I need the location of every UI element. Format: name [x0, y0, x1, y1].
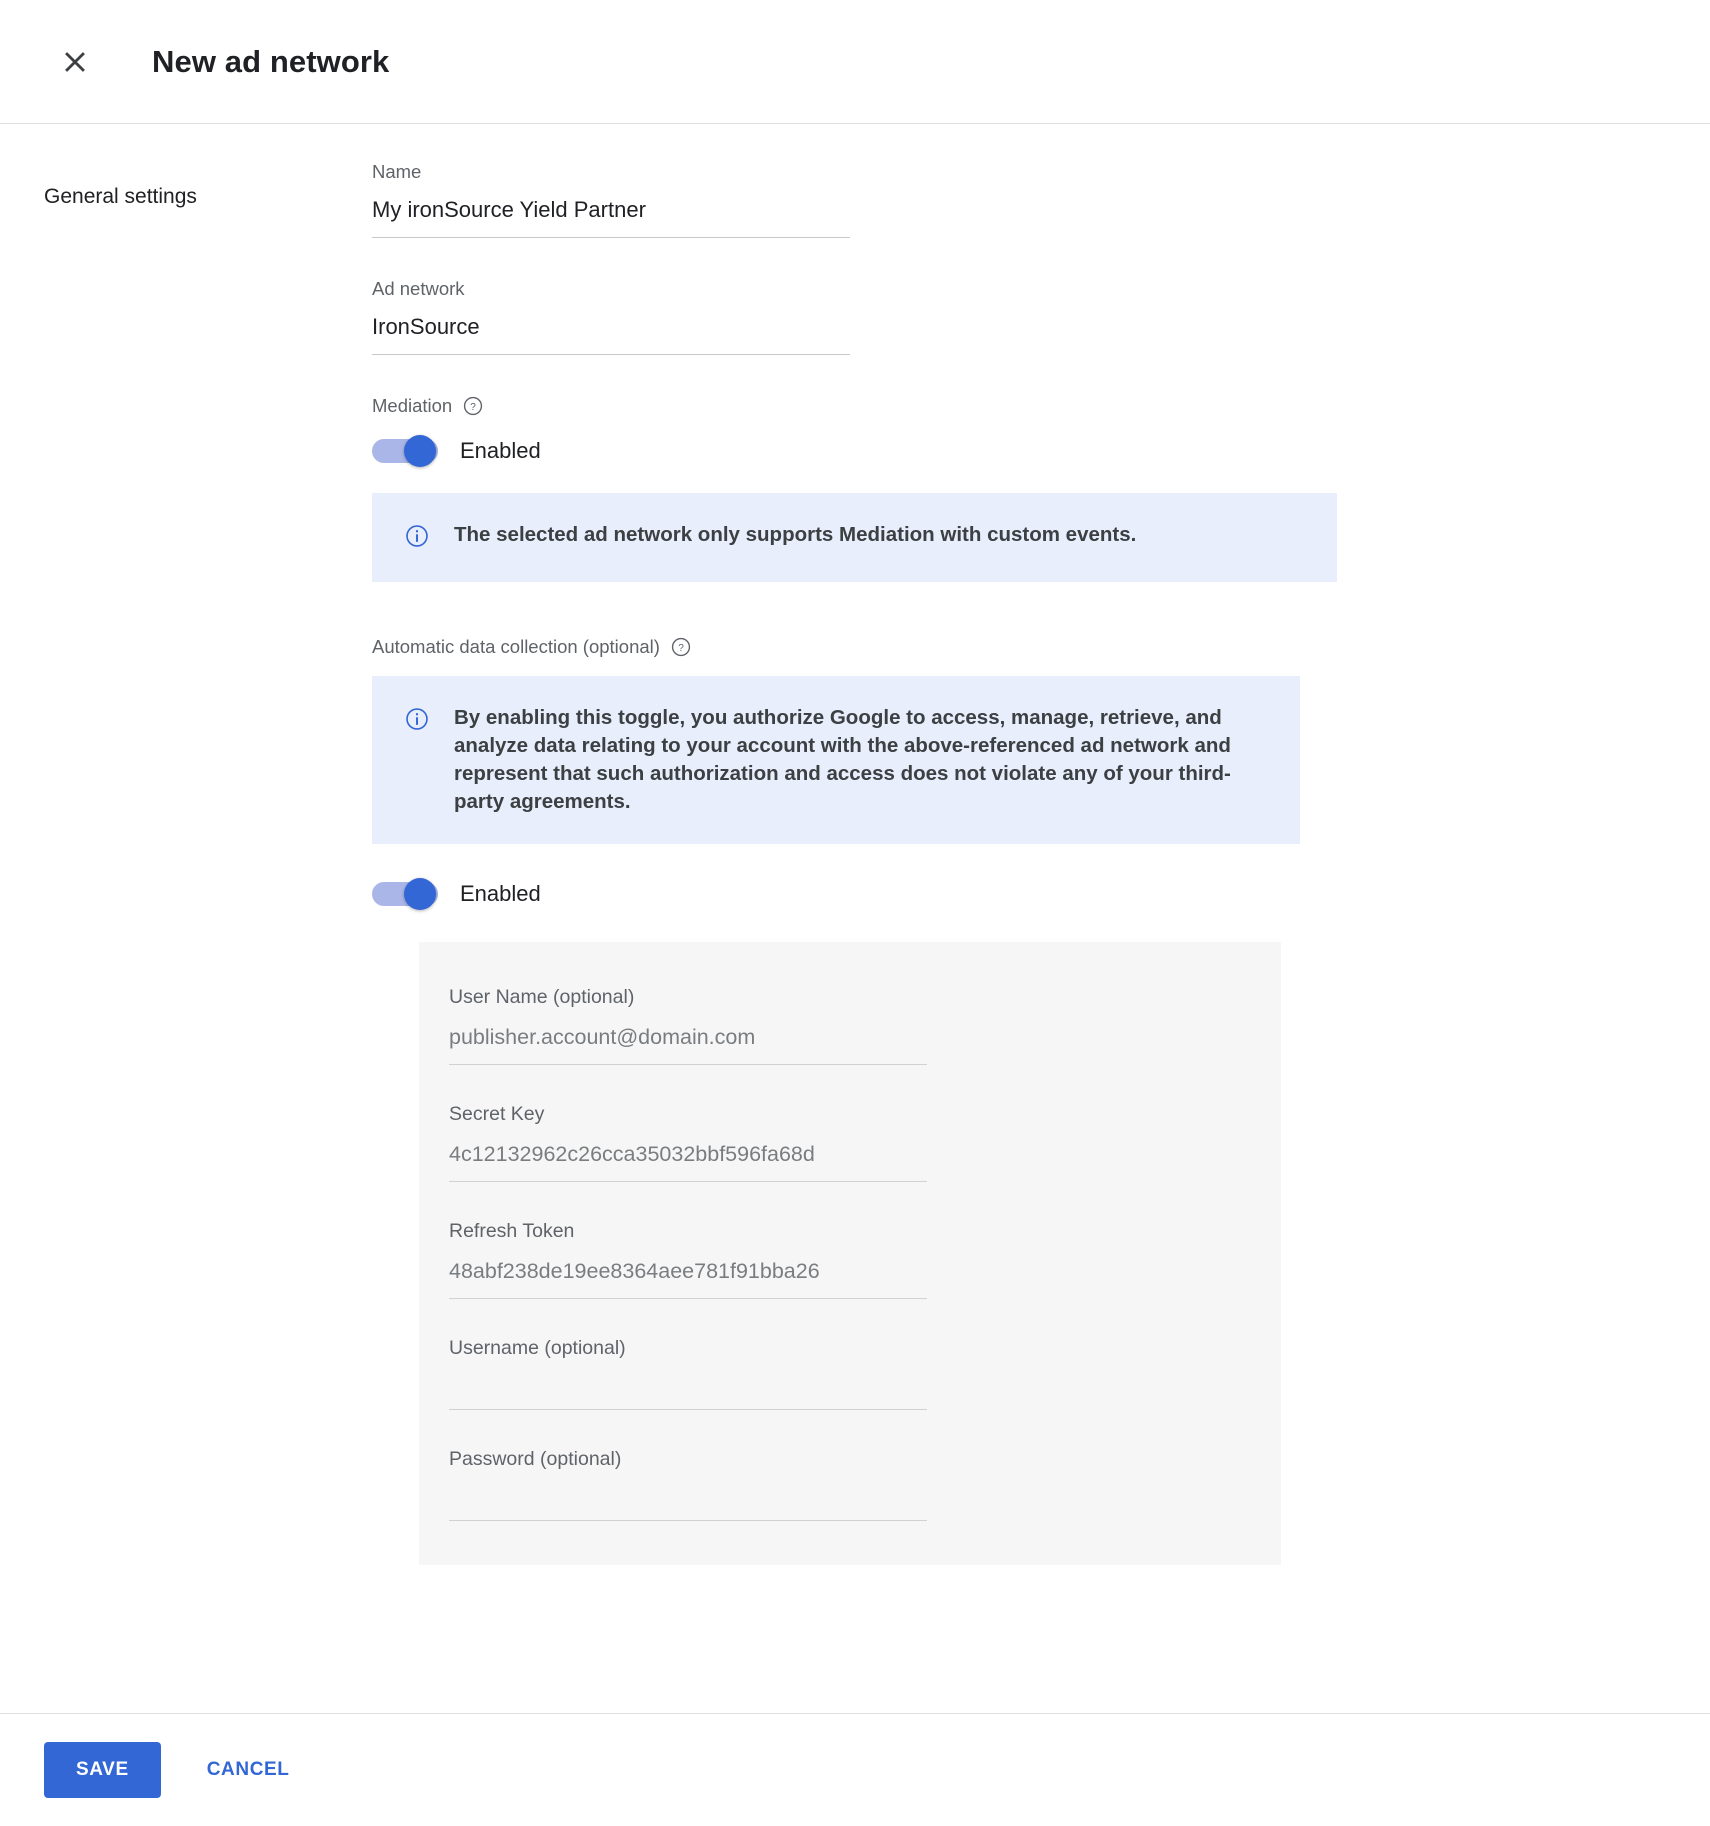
name-label: Name [372, 161, 422, 182]
mediation-toggle-row[interactable] [372, 435, 1650, 467]
username-input[interactable] [449, 1376, 927, 1410]
close-icon[interactable] [50, 37, 100, 87]
refresh-token-label: Refresh Token [449, 1219, 575, 1242]
info-icon [404, 704, 430, 737]
ad-network-field[interactable] [372, 278, 850, 355]
user-name-label: User Name (optional) [449, 985, 635, 1008]
automatic-data-collection-info-banner [372, 676, 1300, 844]
dialog-header [0, 0, 1710, 124]
automatic-data-collection-info-text: By enabling this toggle, you authorize Google to access, manage, retrieve, and analyze data relating to your account with the above-referenced ad network and represent that such authorization and access does not violate any of your third-party agreements. [454, 706, 1231, 813]
ad-network-input[interactable]: IronSource [372, 314, 850, 355]
toggle-knob [404, 878, 436, 910]
automatic-data-collection-label: Automatic data collection (optional) [372, 636, 660, 657]
svg-text:?: ? [678, 643, 684, 655]
mediation-label-row [372, 395, 1650, 417]
dialog-footer [0, 1713, 1710, 1826]
general-settings-fields [372, 161, 1710, 1565]
automatic-data-collection-toggle[interactable] [372, 878, 438, 910]
section-title: General settings [44, 185, 197, 208]
cancel-button[interactable]: CANCEL [189, 1742, 308, 1798]
page-title: New ad network [152, 43, 390, 79]
automatic-data-collection-label-row [372, 636, 1650, 658]
dialog-body [0, 125, 1710, 1713]
svg-text:?: ? [470, 402, 477, 414]
refresh-token-input[interactable]: 48abf238de19ee8364aee781f91bba26 [449, 1259, 927, 1299]
mediation-toggle-state: Enabled [460, 438, 541, 463]
user-name-input[interactable]: publisher.account@domain.com [449, 1025, 927, 1065]
secret-key-input[interactable]: 4c12132962c26cca35032bbf596fa68d [449, 1142, 927, 1182]
secret-key-label: Secret Key [449, 1102, 545, 1125]
secret-key-field[interactable] [449, 1103, 927, 1182]
automatic-data-collection-toggle-state: Enabled [460, 880, 541, 906]
mediation-info-banner [372, 493, 1337, 582]
user-name-field[interactable] [449, 986, 927, 1065]
general-settings-section [0, 125, 1710, 1565]
help-icon[interactable] [670, 636, 692, 658]
mediation-info-text: The selected ad network only supports Mediation with custom events. [454, 523, 1137, 546]
password-field[interactable] [449, 1448, 927, 1521]
ad-network-label: Ad network [372, 278, 465, 299]
username-field[interactable] [449, 1337, 927, 1410]
name-field[interactable] [372, 161, 850, 238]
password-label: Password (optional) [449, 1447, 622, 1470]
mediation-toggle[interactable] [372, 435, 438, 467]
password-input[interactable] [449, 1487, 927, 1521]
username-label: Username (optional) [449, 1336, 626, 1359]
refresh-token-field[interactable] [449, 1220, 927, 1299]
info-icon [404, 521, 430, 554]
automatic-data-collection-toggle-row[interactable] [372, 878, 1650, 910]
name-input[interactable]: My ironSource Yield Partner [372, 197, 850, 238]
mediation-label: Mediation [372, 395, 453, 416]
save-button[interactable]: SAVE [44, 1742, 161, 1798]
credentials-card [419, 942, 1281, 1565]
help-icon[interactable] [462, 395, 484, 417]
toggle-knob [404, 435, 436, 467]
